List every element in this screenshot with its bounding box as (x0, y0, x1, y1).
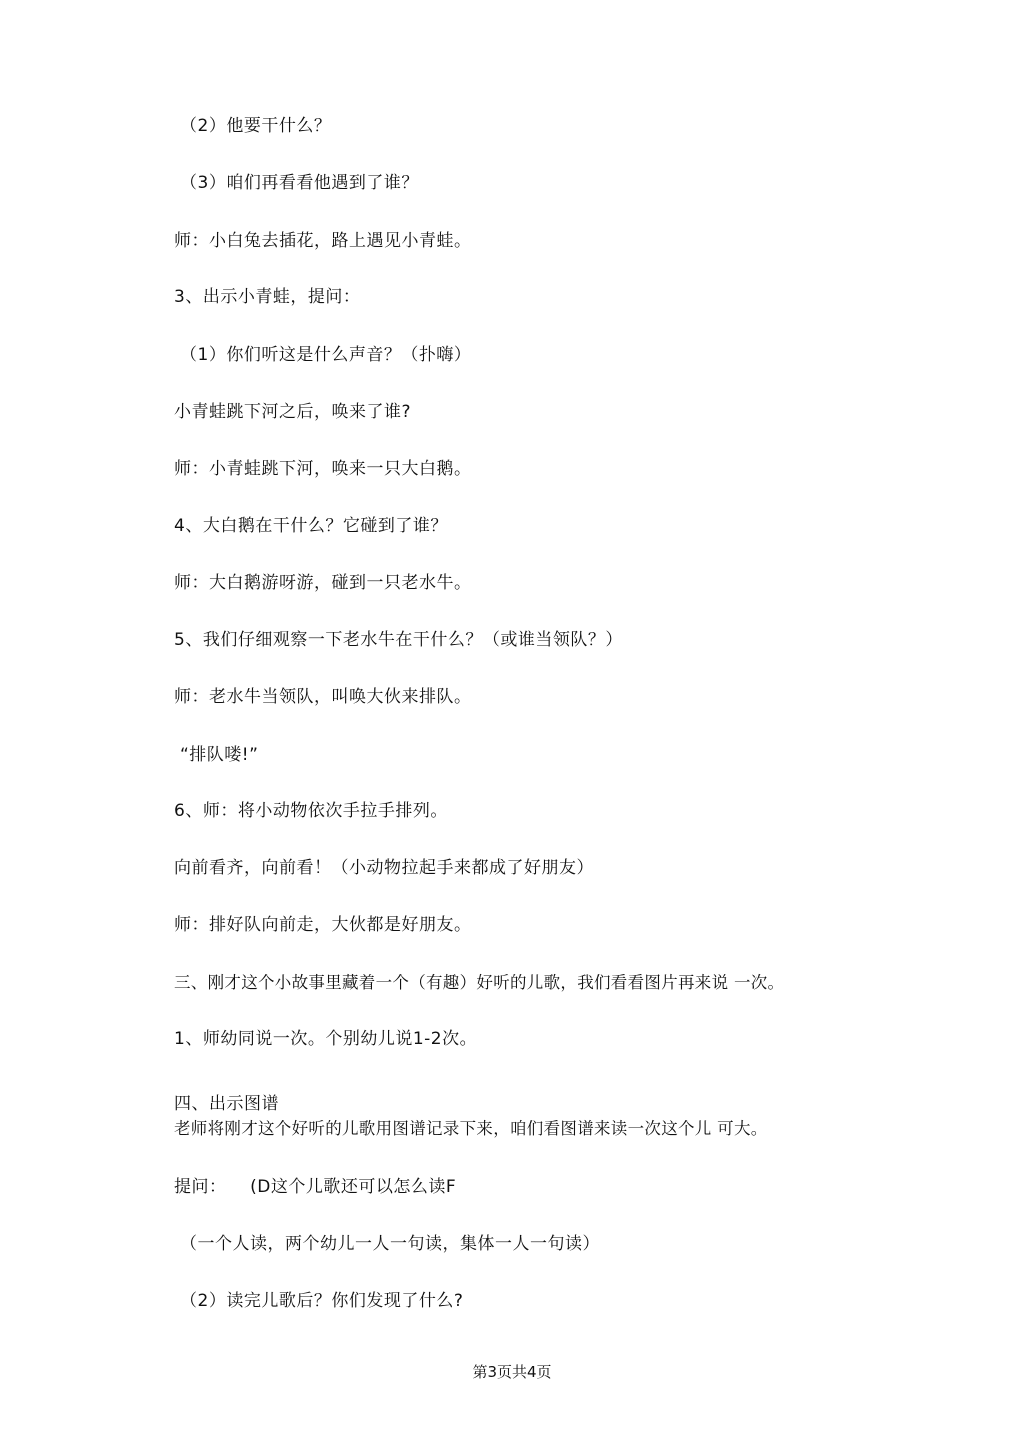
section-heading: 四、出示图谱 (174, 1094, 279, 1114)
text-line-13: 6、师：将小动物依次手拉手排列。 (174, 801, 448, 821)
text-line-12: “排队喽!” (180, 745, 259, 765)
text-line-17: 1、师幼同说一次。个别幼儿说1-2次。 (174, 1029, 478, 1049)
text-line-11: 师：老水牛当领队，叫唤大伙来排队。 (174, 687, 472, 707)
text-line-14: 向前看齐，向前看！（小动物拉起手来都成了好朋友） (174, 858, 594, 878)
text-line-21: （一个人读，两个幼儿一人一句读，集体一人一句读） (180, 1234, 600, 1254)
text-line-10: 5、我们仔细观察一下老水牛在干什么？（或谁当领队？） (174, 630, 623, 650)
text-line-22: （2）读完儿歌后？你们发现了什么? (180, 1291, 464, 1311)
text-line-20: 提问： (D这个儿歌还可以怎么读F (174, 1177, 457, 1197)
text-line-6: 小青蛙跳下河之后，唤来了谁? (174, 402, 412, 422)
text-line-5: （1）你们听这是什么声音？（扑嗨） (180, 345, 472, 365)
text-line-7: 师：小青蛙跳下河，唤来一只大白鹅。 (174, 459, 472, 479)
text-line-9: 师：大白鹅游呀游，碰到一只老水牛。 (174, 573, 472, 593)
text-line-3: 师：小白兔去插花，路上遇见小青蛙。 (174, 231, 472, 251)
page-number-footer: 第3页共4页 (472, 1363, 552, 1381)
text-line-19: 老师将刚才这个好听的儿歌用图谱记录下来，咱们看图谱来读一次这个儿 可大。 (174, 1119, 768, 1138)
text-line-8: 4、大白鹅在干什么？它碰到了谁？ (174, 516, 448, 536)
text-line-16: 三、刚才这个小故事里藏着一个（有趣）好听的儿歌，我们看看图片再来说 一次。 (174, 973, 785, 992)
text-line-15: 师：排好队向前走，大伙都是好朋友。 (174, 915, 472, 935)
text-line-1: （2）他要干什么？ (180, 116, 332, 136)
text-line-2: （3）咱们再看看他遇到了谁？ (180, 173, 419, 193)
text-line-4: 3、出示小青蛙，提问： (174, 287, 361, 307)
